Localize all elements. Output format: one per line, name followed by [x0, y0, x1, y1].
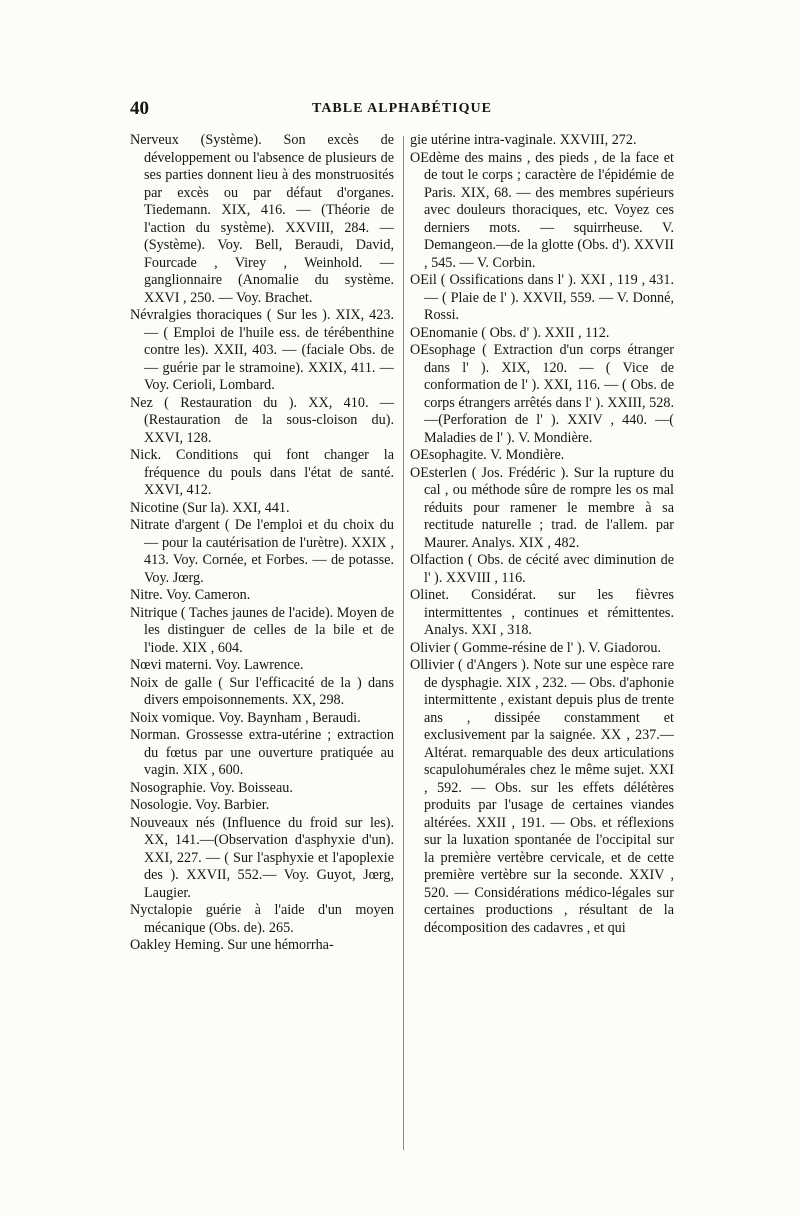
running-title: TABLE ALPHABÉTIQUE: [312, 101, 492, 116]
index-entry: Noix vomique. Voy. Baynham , Beraudi.: [130, 709, 361, 726]
index-entry: Olinet. Considérat. sur les fièvres intermittentes , continues et rémittentes. Analys. XXI , 318.: [410, 587, 674, 638]
index-entry: Nitrate d'argent ( De l'emploi et du choix du — pour la cautérisation de l'urètre). XXIX , 413. Voy. Cornée, et Forbes. — de potasse. Voy. Jœrg.: [130, 517, 394, 586]
page-header: [130, 98, 674, 126]
index-entry: OEdème des mains , des pieds , de la face et de tout le corps ; caractère de l'épidémie de Paris. XIX, 68. — des membres supérieurs avec douleurs thoraciques, etc. Voyez ces derniers mots. — squirrheuse. V. Demangeon.—de la glotte (Obs. d'). XXVII , 545. — V. Corbin.: [410, 149, 674, 271]
index-entry: Nick. Conditions qui font changer la fréquence du pouls dans l'état de santé. XXVI, 412.: [130, 447, 394, 498]
index-entry: Nyctalopie guérie à l'aide d'un moyen mécanique (Obs. de). 265.: [130, 902, 394, 936]
index-entry: Nosologie. Voy. Barbier.: [130, 797, 270, 813]
index-entry: Nez ( Restauration du ). XX, 410. — (Restauration de la sous-cloison du). XXVI, 128.: [130, 394, 394, 446]
index-entry: Oakley Heming. Sur une hémorrha-: [130, 937, 334, 953]
index-entry: Olfaction ( Obs. de cécité avec diminution de l' ). XXVIII , 116.: [410, 552, 674, 586]
index-entry: Olivier ( Gomme-résine de l' ). V. Giadorou.: [410, 639, 662, 656]
index-entry: gie utérine intra-vaginale. XXVIII, 272.: [410, 132, 637, 148]
index-entry: Nerveux (Système). Son excès de développement ou l'absence de plusieurs de ses parties donnent lieu à des monstruosités par excès ou par défaut d'organes. Tiedemann. XIX, 416. — (Théorie de l'action du système). XXVIII, 284. —(Système). Voy. Bell, Beraudi, David, Fourcade , Virey , Weinhold. — ganglionnaire (Anomalie du système. XXVI , 250. — Voy. Brachet.: [130, 132, 394, 306]
index-entry: Nouveaux nés (Influence du froid sur les). XX, 141.—(Observation d'asphyxie d'un). XXI, 227. — ( Sur l'asphyxie et l'apoplexie des ). XXVII, 552.— Voy. Guyot, Jœrg, Laugier.: [130, 814, 394, 901]
page-number: 40: [130, 98, 149, 119]
index-entry: Névralgies thoraciques ( Sur les ). XIX, 423. — ( Emploi de l'huile ess. de térébenthine contre les). XXII, 403. — (faciale Obs. de — guérie par le stramoine). XXIX, 411. —Voy. Cerioli, Lombard.: [130, 307, 394, 393]
index-entry: Nœvi materni. Voy. Lawrence.: [130, 657, 304, 673]
column-divider: [403, 136, 404, 1150]
index-entry: OEil ( Ossifications dans l' ). XXI , 119 , 431.— ( Plaie de l' ). XXVII, 559. — V. Donné, Rossi.: [410, 272, 674, 323]
index-entry: Nicotine (Sur la). XXI, 441.: [130, 499, 290, 516]
index-entry: OEnomanie ( Obs. d' ). XXII , 112.: [410, 324, 610, 341]
index-column-right: [410, 132, 674, 937]
index-entry: Nitre. Voy. Cameron.: [130, 587, 251, 603]
index-column-left: [130, 132, 394, 955]
index-entry: Norman. Grossesse extra-utérine ; extraction du fœtus par une ouverture pratiquée au vagin. XIX , 600.: [130, 727, 394, 778]
index-entry: OEsophage ( Extraction d'un corps étranger dans l' ). XIX, 120. — ( Vice de conformation de l' ). XXI, 116. — ( Obs. de corps étrangers arrêtés dans l' ). XXIII, 528. —(Perforation de l' ). XXIV , 440. —( Maladies de l' ). V. Mondière.: [410, 342, 674, 446]
index-entry: OEsterlen ( Jos. Frédéric ). Sur la rupture du cal , ou méthode sûre de rompre les os mal réduits pour ramener le membre à sa rectitude naturelle ; trad. de l'allem. par Maurer. Analys. XIX , 482.: [410, 464, 674, 551]
index-entry: Nosographie. Voy. Boisseau.: [130, 779, 293, 796]
index-entry: Noix de galle ( Sur l'efficacité de la ) dans divers empoisonnements. XX, 298.: [130, 674, 394, 708]
index-entry: Ollivier ( d'Angers ). Note sur une espèce rare de dysphagie. XIX , 232. — Obs. d'aphonie intermittente , existant depuis plus de trente ans , dissipée constamment et exclusivement par la saignée. XX , 237.—Altérat. remarquable des deux articulations scapulohumérales chez le même sujet. XXI , 592. — Obs. sur les effets délétères produits par l'usage de certaines viandes altérées. XXII , 191. — Obs. et réflexions sur la luxation spontanée de l'occipital sur la première vertèbre cervicale, et de cette première vertèbre sur la seconde. XXIV , 520. — Considérations médico-légales sur certaines productions , résultant de la décomposition des cadavres , et qui: [410, 657, 674, 936]
index-entry: OEsophagite. V. Mondière.: [410, 447, 565, 463]
index-entry: Nitrique ( Taches jaunes de l'acide). Moyen de les distinguer de celles de la bile et de l'iode. XIX , 604.: [130, 604, 394, 656]
